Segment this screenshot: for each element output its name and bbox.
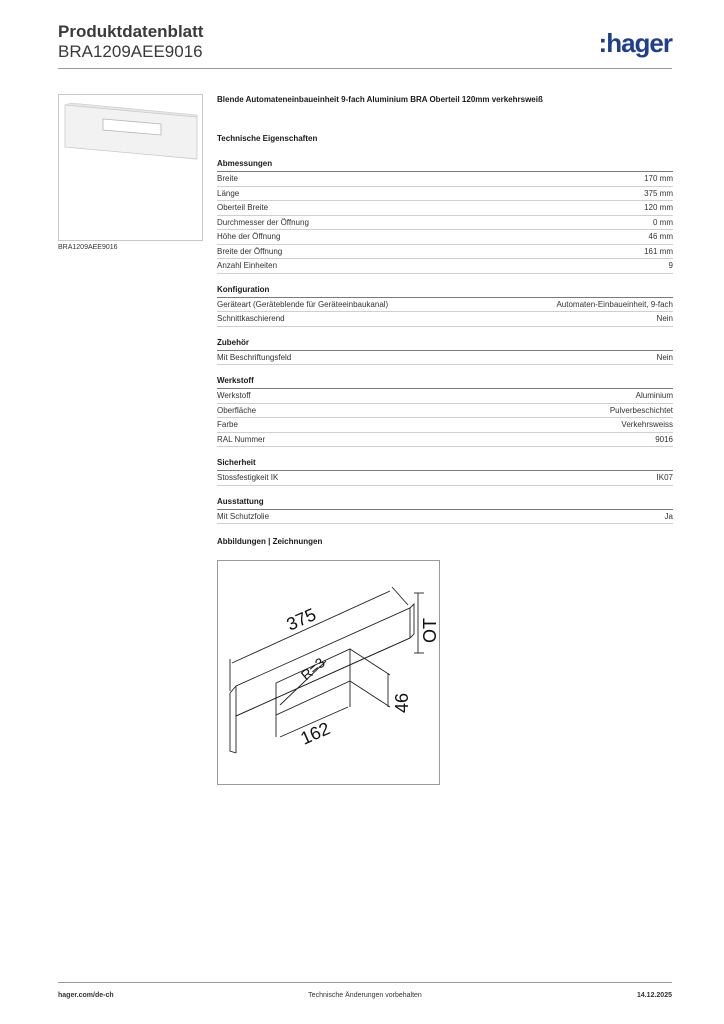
section-heading: Zubehör bbox=[217, 337, 673, 351]
spec-row bbox=[217, 404, 673, 419]
spec-row bbox=[217, 471, 673, 486]
spec-row bbox=[217, 216, 673, 231]
product-title: Blende Automateneinbaueinheit 9-fach Aluminium BRA Oberteil 120mm verkehrsweiß bbox=[217, 95, 543, 104]
tech-heading: Technische Eigenschaften bbox=[217, 134, 318, 143]
spec-row bbox=[217, 245, 673, 260]
spec-label: Höhe der Öffnung bbox=[217, 232, 281, 241]
dimension-drawing-icon bbox=[218, 561, 439, 784]
doc-article-number: BRA1209AEE9016 bbox=[58, 42, 203, 61]
spec-content bbox=[217, 94, 673, 548]
spec-value: 9016 bbox=[655, 434, 673, 444]
dim-width-label: 162 bbox=[297, 718, 334, 749]
section-ausstattung bbox=[217, 496, 673, 525]
section-zubehoer bbox=[217, 337, 673, 366]
section-werkstoff bbox=[217, 375, 673, 447]
section-sicherheit bbox=[217, 457, 673, 486]
product-thumbnail bbox=[58, 94, 203, 241]
spec-label: Mit Schutzfolie bbox=[217, 511, 270, 521]
section-heading: Konfiguration bbox=[217, 284, 673, 298]
spec-label: Werkstoff bbox=[217, 391, 251, 400]
page-footer bbox=[58, 992, 672, 1006]
spec-row bbox=[217, 433, 673, 448]
footer-disclaimer: Technische Änderungen vorbehalten bbox=[308, 992, 422, 999]
spec-row bbox=[217, 298, 673, 313]
spec-value: Ja bbox=[664, 511, 673, 521]
spec-label: Länge bbox=[217, 188, 240, 198]
product-image-icon bbox=[59, 95, 202, 240]
section-heading: Werkstoff bbox=[217, 375, 673, 389]
spec-label: Breite bbox=[217, 174, 238, 183]
technical-drawing bbox=[217, 560, 440, 785]
spec-value: 9 bbox=[668, 261, 673, 270]
spec-row bbox=[217, 259, 673, 274]
figures-heading: Abbildungen | Zeichnungen bbox=[217, 537, 323, 546]
spec-row bbox=[217, 389, 673, 404]
spec-label: Farbe bbox=[217, 420, 238, 429]
spec-label: Breite der Öffnung bbox=[217, 246, 283, 256]
spec-label: Mit Beschriftungsfeld bbox=[217, 352, 292, 362]
section-heading: Sicherheit bbox=[217, 457, 673, 471]
spec-value: Automaten-Einbaueinheit, 9-fach bbox=[556, 299, 673, 309]
spec-value: 46 mm bbox=[648, 232, 673, 241]
spec-row bbox=[217, 510, 673, 525]
spec-label: Anzahl Einheiten bbox=[217, 261, 278, 270]
dim-radius-label: R=3 bbox=[297, 654, 328, 684]
spec-value: Nein bbox=[656, 314, 673, 323]
spec-row bbox=[217, 187, 673, 202]
spec-row bbox=[217, 351, 673, 366]
spec-value: 161 mm bbox=[644, 246, 673, 256]
spec-value: Nein bbox=[656, 352, 673, 362]
dim-height-label: 46 bbox=[392, 692, 412, 713]
spec-row bbox=[217, 230, 673, 245]
spec-row bbox=[217, 201, 673, 216]
footer-website-link[interactable]: hager.com/de-ch bbox=[58, 992, 114, 999]
spec-value: 0 mm bbox=[653, 217, 673, 227]
header-divider bbox=[58, 68, 672, 69]
spec-row bbox=[217, 172, 673, 187]
dim-ot-label: OT bbox=[420, 618, 439, 643]
spec-label: Oberfläche bbox=[217, 405, 257, 415]
spec-row bbox=[217, 312, 673, 327]
spec-label: RAL Nummer bbox=[217, 434, 266, 444]
section-abmessungen bbox=[217, 158, 673, 274]
spec-label: Stossfestigkeit IK bbox=[217, 473, 279, 482]
spec-value: Pulverbeschichtet bbox=[609, 405, 673, 415]
spec-row bbox=[217, 418, 673, 433]
hager-logo: :hager bbox=[598, 28, 672, 58]
spec-label: Schnittkaschierend bbox=[217, 314, 285, 323]
dim-length-label: 375 bbox=[283, 604, 320, 635]
footer-date: 14.12.2025 bbox=[636, 992, 672, 999]
section-heading: Abmessungen bbox=[217, 158, 673, 172]
thumbnail-caption: BRA1209AEE9016 bbox=[58, 244, 118, 251]
spec-label: Geräteart (Geräteblende für Geräteeinbaukanal) bbox=[217, 299, 389, 309]
page-header bbox=[58, 22, 672, 68]
spec-label: Oberteil Breite bbox=[217, 203, 269, 212]
spec-value: 375 mm bbox=[644, 188, 673, 198]
spec-value: IK07 bbox=[656, 473, 673, 482]
spec-value: 170 mm bbox=[644, 174, 673, 183]
section-konfiguration bbox=[217, 284, 673, 327]
section-heading: Ausstattung bbox=[217, 496, 673, 510]
footer-divider bbox=[58, 982, 672, 983]
spec-value: 120 mm bbox=[644, 203, 673, 212]
spec-value: Verkehrsweiss bbox=[621, 420, 673, 429]
spec-value: Aluminium bbox=[635, 391, 673, 400]
doc-title: Produktdatenblatt bbox=[58, 22, 204, 41]
spec-label: Durchmesser der Öffnung bbox=[217, 217, 309, 227]
